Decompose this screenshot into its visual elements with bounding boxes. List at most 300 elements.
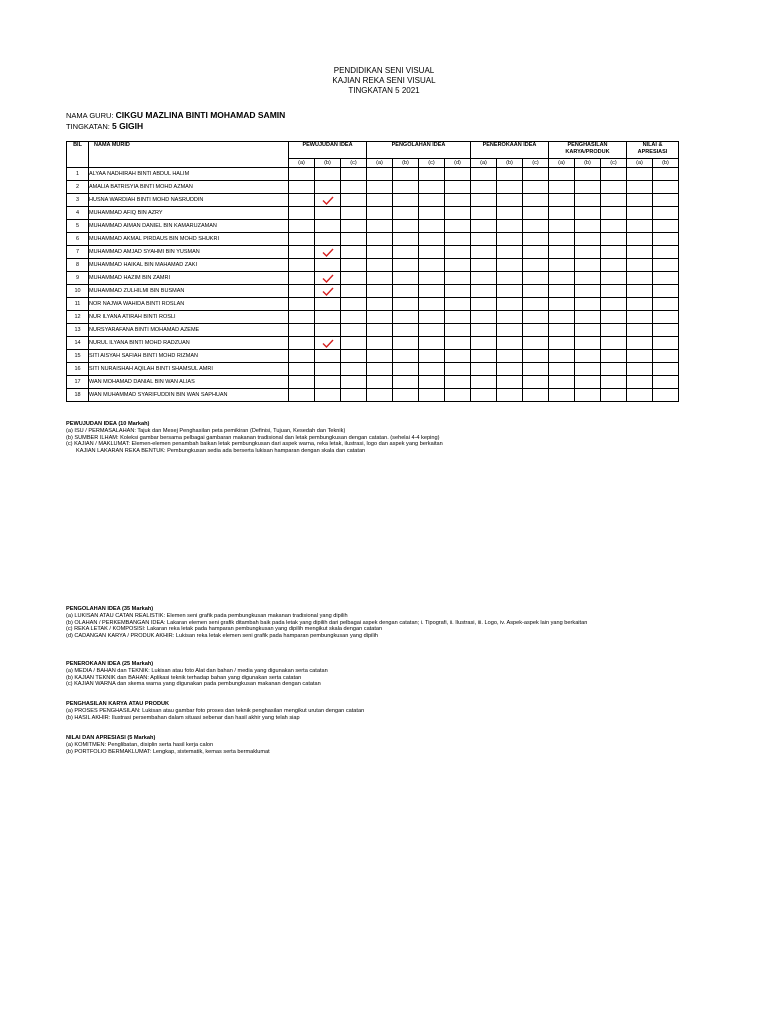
score-cell[interactable] <box>419 246 445 259</box>
score-cell[interactable] <box>419 350 445 363</box>
score-cell[interactable] <box>601 337 627 350</box>
score-cell[interactable] <box>549 376 575 389</box>
score-cell[interactable] <box>601 168 627 181</box>
score-cell[interactable] <box>289 181 315 194</box>
score-cell[interactable] <box>393 337 419 350</box>
score-cell[interactable] <box>471 181 497 194</box>
score-cell[interactable] <box>653 207 679 220</box>
score-cell[interactable] <box>497 389 523 402</box>
score-cell[interactable] <box>471 298 497 311</box>
score-cell[interactable] <box>289 324 315 337</box>
score-cell[interactable] <box>549 337 575 350</box>
score-cell[interactable] <box>601 376 627 389</box>
score-cell[interactable] <box>445 350 471 363</box>
score-cell[interactable] <box>471 363 497 376</box>
score-cell[interactable] <box>419 285 445 298</box>
score-cell[interactable] <box>497 168 523 181</box>
score-cell[interactable] <box>419 389 445 402</box>
score-cell[interactable] <box>393 389 419 402</box>
score-cell[interactable] <box>497 233 523 246</box>
score-cell[interactable] <box>601 350 627 363</box>
score-cell[interactable] <box>575 324 601 337</box>
score-cell[interactable] <box>471 337 497 350</box>
score-cell[interactable] <box>367 376 393 389</box>
score-cell[interactable] <box>393 272 419 285</box>
score-cell[interactable] <box>445 272 471 285</box>
score-cell[interactable] <box>419 181 445 194</box>
score-cell[interactable] <box>471 285 497 298</box>
score-cell[interactable] <box>315 376 341 389</box>
score-cell[interactable] <box>549 311 575 324</box>
score-cell[interactable] <box>393 298 419 311</box>
score-cell[interactable] <box>289 350 315 363</box>
score-cell[interactable] <box>393 259 419 272</box>
score-cell[interactable] <box>575 220 601 233</box>
score-cell[interactable] <box>575 272 601 285</box>
score-cell[interactable] <box>341 389 367 402</box>
score-cell[interactable] <box>315 259 341 272</box>
score-cell[interactable] <box>549 363 575 376</box>
score-cell[interactable] <box>393 311 419 324</box>
score-cell[interactable] <box>445 233 471 246</box>
student-name: WAN MOHAMAD DANIAL BIN WAN ALIAS <box>89 376 289 389</box>
score-cell[interactable] <box>471 220 497 233</box>
score-cell[interactable] <box>393 285 419 298</box>
score-cell[interactable] <box>341 168 367 181</box>
score-cell[interactable] <box>627 376 653 389</box>
score-cell[interactable] <box>653 220 679 233</box>
score-cell[interactable] <box>419 259 445 272</box>
score-cell[interactable] <box>653 181 679 194</box>
score-cell[interactable] <box>419 363 445 376</box>
score-cell[interactable] <box>575 350 601 363</box>
score-cell[interactable] <box>445 363 471 376</box>
score-cell[interactable] <box>445 389 471 402</box>
row-number: 9 <box>67 272 89 285</box>
score-cell[interactable] <box>497 246 523 259</box>
score-cell[interactable] <box>523 207 549 220</box>
score-cell[interactable] <box>315 363 341 376</box>
notes-title: PENEROKAAN IDEA (25 Markah) <box>66 661 154 667</box>
score-cell[interactable] <box>341 246 367 259</box>
score-cell[interactable] <box>549 246 575 259</box>
score-cell[interactable] <box>445 220 471 233</box>
score-cell[interactable] <box>549 233 575 246</box>
score-cell[interactable] <box>445 259 471 272</box>
score-cell[interactable] <box>653 324 679 337</box>
score-cell[interactable] <box>289 168 315 181</box>
score-cell[interactable] <box>315 298 341 311</box>
score-cell[interactable] <box>575 194 601 207</box>
score-cell[interactable] <box>523 298 549 311</box>
score-cell[interactable] <box>445 298 471 311</box>
score-cell[interactable] <box>445 285 471 298</box>
score-cell[interactable] <box>653 233 679 246</box>
score-cell[interactable] <box>289 311 315 324</box>
score-cell[interactable] <box>367 181 393 194</box>
score-cell[interactable] <box>497 285 523 298</box>
score-cell[interactable] <box>601 220 627 233</box>
score-cell[interactable] <box>575 207 601 220</box>
score-cell[interactable] <box>341 363 367 376</box>
score-cell[interactable] <box>523 337 549 350</box>
score-cell[interactable] <box>549 272 575 285</box>
score-cell[interactable] <box>549 220 575 233</box>
score-cell[interactable] <box>601 311 627 324</box>
score-cell[interactable] <box>627 233 653 246</box>
score-cell[interactable] <box>445 376 471 389</box>
score-cell[interactable] <box>523 233 549 246</box>
score-cell[interactable] <box>575 181 601 194</box>
score-cell[interactable] <box>575 285 601 298</box>
score-cell[interactable] <box>627 259 653 272</box>
score-cell[interactable] <box>653 337 679 350</box>
score-cell[interactable] <box>523 246 549 259</box>
score-cell[interactable] <box>601 363 627 376</box>
score-cell[interactable] <box>289 337 315 350</box>
score-cell[interactable] <box>653 272 679 285</box>
score-cell[interactable] <box>575 259 601 272</box>
score-cell[interactable] <box>289 298 315 311</box>
score-cell[interactable] <box>471 376 497 389</box>
score-cell[interactable] <box>315 285 341 298</box>
teacher-name: CIKGU MAZLINA BINTI MOHAMAD SAMIN <box>115 110 286 120</box>
score-cell[interactable] <box>289 207 315 220</box>
score-cell[interactable] <box>341 376 367 389</box>
score-cell[interactable] <box>367 207 393 220</box>
score-cell[interactable] <box>627 311 653 324</box>
score-cell[interactable] <box>575 389 601 402</box>
score-cell[interactable] <box>575 376 601 389</box>
score-cell[interactable] <box>471 194 497 207</box>
table-row <box>67 220 679 233</box>
score-cell[interactable] <box>497 324 523 337</box>
score-cell[interactable] <box>497 298 523 311</box>
score-cell[interactable] <box>523 376 549 389</box>
score-cell[interactable] <box>601 272 627 285</box>
score-cell[interactable] <box>497 207 523 220</box>
score-cell[interactable] <box>497 220 523 233</box>
score-cell[interactable] <box>653 363 679 376</box>
notes-item: (a) MEDIA / BAHAN dan TEKNIK: Lukisan atau foto Alat dan bahan / media yang digunakan serta catatan <box>66 667 328 674</box>
score-cell[interactable] <box>653 376 679 389</box>
score-cell[interactable] <box>393 207 419 220</box>
score-cell[interactable] <box>341 207 367 220</box>
score-cell[interactable] <box>367 220 393 233</box>
row-number: 10 <box>67 285 89 298</box>
row-number: 6 <box>67 233 89 246</box>
score-cell[interactable] <box>315 337 341 350</box>
score-cell[interactable] <box>497 259 523 272</box>
score-cell[interactable] <box>445 207 471 220</box>
score-cell[interactable] <box>315 324 341 337</box>
score-cell[interactable] <box>653 259 679 272</box>
score-cell[interactable] <box>601 246 627 259</box>
score-cell[interactable] <box>393 363 419 376</box>
score-cell[interactable] <box>341 220 367 233</box>
score-cell[interactable] <box>471 259 497 272</box>
score-cell[interactable] <box>627 363 653 376</box>
score-cell[interactable] <box>601 285 627 298</box>
score-cell[interactable] <box>653 246 679 259</box>
score-cell[interactable] <box>523 259 549 272</box>
score-cell[interactable] <box>367 285 393 298</box>
score-cell[interactable] <box>367 233 393 246</box>
score-cell[interactable] <box>653 168 679 181</box>
score-cell[interactable] <box>315 220 341 233</box>
group-nilai-line2: APRESIASI <box>637 149 668 155</box>
score-cell[interactable] <box>315 168 341 181</box>
score-cell[interactable] <box>289 389 315 402</box>
score-cell[interactable] <box>627 246 653 259</box>
score-cell[interactable] <box>627 272 653 285</box>
score-cell[interactable] <box>653 285 679 298</box>
score-cell[interactable] <box>497 337 523 350</box>
score-cell[interactable] <box>653 194 679 207</box>
score-cell[interactable] <box>627 337 653 350</box>
score-cell[interactable] <box>445 324 471 337</box>
score-cell[interactable] <box>575 337 601 350</box>
score-cell[interactable] <box>497 311 523 324</box>
score-cell[interactable] <box>549 168 575 181</box>
score-cell[interactable] <box>627 389 653 402</box>
score-cell[interactable] <box>601 389 627 402</box>
score-cell[interactable] <box>497 376 523 389</box>
notes-item: (b) OLAHAN / PERKEMBANGAN IDEA: Lakaran elemen seni grafik ditambah baik pada letak yang dipilih dari pelbagai aspek dengan catatan; i. Tipografi, ii. Ilustrasi, iii. Logo, iv. Aspek-aspek lain yang berkaitan <box>66 619 588 626</box>
score-cell[interactable] <box>393 194 419 207</box>
score-cell[interactable] <box>445 311 471 324</box>
score-cell[interactable] <box>393 220 419 233</box>
score-cell[interactable] <box>549 324 575 337</box>
notes-penerokaan <box>66 661 328 688</box>
score-cell[interactable] <box>653 389 679 402</box>
score-cell[interactable] <box>341 259 367 272</box>
score-cell[interactable] <box>471 207 497 220</box>
row-number: 18 <box>67 389 89 402</box>
score-cell[interactable] <box>471 350 497 363</box>
score-cell[interactable] <box>627 324 653 337</box>
score-cell[interactable] <box>289 363 315 376</box>
score-cell[interactable] <box>393 168 419 181</box>
score-cell[interactable] <box>445 181 471 194</box>
score-cell[interactable] <box>419 298 445 311</box>
score-cell[interactable] <box>549 350 575 363</box>
score-cell[interactable] <box>341 337 367 350</box>
score-cell[interactable] <box>315 350 341 363</box>
score-cell[interactable] <box>341 298 367 311</box>
score-cell[interactable] <box>601 181 627 194</box>
row-number: 13 <box>67 324 89 337</box>
score-cell[interactable] <box>419 207 445 220</box>
score-cell[interactable] <box>341 350 367 363</box>
score-cell[interactable] <box>367 324 393 337</box>
score-cell[interactable] <box>575 168 601 181</box>
score-cell[interactable] <box>367 272 393 285</box>
score-cell[interactable] <box>367 350 393 363</box>
score-cell[interactable] <box>367 259 393 272</box>
score-cell[interactable] <box>471 168 497 181</box>
score-cell[interactable] <box>549 207 575 220</box>
score-cell[interactable] <box>419 220 445 233</box>
score-cell[interactable] <box>523 220 549 233</box>
score-cell[interactable] <box>523 311 549 324</box>
score-cell[interactable] <box>289 246 315 259</box>
score-cell[interactable] <box>497 181 523 194</box>
score-cell[interactable] <box>341 181 367 194</box>
score-cell[interactable] <box>393 181 419 194</box>
score-cell[interactable] <box>315 246 341 259</box>
score-cell[interactable] <box>601 207 627 220</box>
score-cell[interactable] <box>627 285 653 298</box>
score-cell[interactable] <box>445 246 471 259</box>
score-cell[interactable] <box>315 272 341 285</box>
score-cell[interactable] <box>523 363 549 376</box>
group-penghasilan-line1: PENGHASILAN <box>567 142 608 148</box>
score-cell[interactable] <box>627 181 653 194</box>
score-cell[interactable] <box>289 376 315 389</box>
score-cell[interactable] <box>471 272 497 285</box>
score-cell[interactable] <box>627 207 653 220</box>
score-cell[interactable] <box>393 376 419 389</box>
score-cell[interactable] <box>601 194 627 207</box>
sub-col: (c) <box>523 159 549 168</box>
score-cell[interactable] <box>367 311 393 324</box>
score-cell[interactable] <box>575 311 601 324</box>
score-cell[interactable] <box>653 350 679 363</box>
score-cell[interactable] <box>419 168 445 181</box>
score-cell[interactable] <box>627 194 653 207</box>
group-penerokaan: PENEROKAAN IDEA <box>471 142 549 159</box>
score-cell[interactable] <box>523 272 549 285</box>
score-cell[interactable] <box>289 194 315 207</box>
score-cell[interactable] <box>549 285 575 298</box>
score-cell[interactable] <box>575 233 601 246</box>
notes-title: NILAI DAN APRESIASI (5 Markah) <box>66 735 156 741</box>
notes-item: (a) ISU / PERMASALAHAN: Tajuk dan Mesej Penghasilan peta pemikiran (Definisi, Tujuan, Kesedah dan Teknik) <box>66 427 346 434</box>
score-cell[interactable] <box>575 298 601 311</box>
notes-pengolahan <box>66 606 587 640</box>
score-cell[interactable] <box>367 194 393 207</box>
score-cell[interactable] <box>523 168 549 181</box>
score-cell[interactable] <box>549 298 575 311</box>
score-cell[interactable] <box>419 272 445 285</box>
score-cell[interactable] <box>289 220 315 233</box>
score-cell[interactable] <box>419 337 445 350</box>
score-cell[interactable] <box>627 220 653 233</box>
score-cell[interactable] <box>445 194 471 207</box>
score-cell[interactable] <box>497 272 523 285</box>
row-number: 8 <box>67 259 89 272</box>
score-cell[interactable] <box>523 389 549 402</box>
score-cell[interactable] <box>471 389 497 402</box>
score-cell[interactable] <box>549 181 575 194</box>
score-cell[interactable] <box>419 376 445 389</box>
score-cell[interactable] <box>575 246 601 259</box>
score-cell[interactable] <box>601 298 627 311</box>
score-cell[interactable] <box>393 324 419 337</box>
score-cell[interactable] <box>601 259 627 272</box>
notes-item: (c) REKA LETAK / KOMPOSISI: Lakaran reka letak pada hamparan pembungkusan yang dipilih mengikut skala dengan catatan <box>66 626 383 633</box>
score-cell[interactable] <box>367 363 393 376</box>
sub-col: (a) <box>471 159 497 168</box>
score-cell[interactable] <box>341 233 367 246</box>
score-cell[interactable] <box>341 272 367 285</box>
row-number: 2 <box>67 181 89 194</box>
score-cell[interactable] <box>471 311 497 324</box>
score-cell[interactable] <box>653 311 679 324</box>
score-cell[interactable] <box>471 233 497 246</box>
score-cell[interactable] <box>523 350 549 363</box>
score-cell[interactable] <box>289 233 315 246</box>
score-cell[interactable] <box>315 233 341 246</box>
score-cell[interactable] <box>601 233 627 246</box>
score-cell[interactable] <box>497 350 523 363</box>
score-cell[interactable] <box>341 285 367 298</box>
doc-title-2: KAJIAN REKA SENI VISUAL <box>332 76 436 85</box>
score-cell[interactable] <box>445 168 471 181</box>
score-cell[interactable] <box>393 350 419 363</box>
notes-pewujudan <box>66 421 443 455</box>
score-cell[interactable] <box>315 181 341 194</box>
score-cell[interactable] <box>497 194 523 207</box>
score-cell[interactable] <box>471 324 497 337</box>
score-cell[interactable] <box>341 324 367 337</box>
score-cell[interactable] <box>627 350 653 363</box>
score-cell[interactable] <box>601 324 627 337</box>
score-cell[interactable] <box>393 233 419 246</box>
score-cell[interactable] <box>315 311 341 324</box>
score-cell[interactable] <box>575 363 601 376</box>
score-cell[interactable] <box>653 298 679 311</box>
score-cell[interactable] <box>393 246 419 259</box>
score-cell[interactable] <box>315 207 341 220</box>
score-cell[interactable] <box>367 337 393 350</box>
score-cell[interactable] <box>497 363 523 376</box>
score-cell[interactable] <box>367 246 393 259</box>
score-cell[interactable] <box>419 194 445 207</box>
score-cell[interactable] <box>341 194 367 207</box>
score-cell[interactable] <box>341 311 367 324</box>
score-cell[interactable] <box>367 168 393 181</box>
score-cell[interactable] <box>315 389 341 402</box>
checkmark-icon <box>322 196 334 205</box>
score-cell[interactable] <box>289 285 315 298</box>
score-cell[interactable] <box>523 285 549 298</box>
score-cell[interactable] <box>627 168 653 181</box>
notes-title: PEWUJUDAN IDEA (10 Markah) <box>66 421 150 427</box>
score-cell[interactable] <box>315 194 341 207</box>
table-row <box>67 181 679 194</box>
score-cell[interactable] <box>549 194 575 207</box>
score-cell[interactable] <box>523 324 549 337</box>
score-cell[interactable] <box>419 233 445 246</box>
score-cell[interactable] <box>471 246 497 259</box>
score-cell[interactable] <box>523 181 549 194</box>
row-number: 1 <box>67 168 89 181</box>
score-cell[interactable] <box>367 389 393 402</box>
score-cell[interactable] <box>289 272 315 285</box>
score-cell[interactable] <box>419 311 445 324</box>
row-number: 15 <box>67 350 89 363</box>
score-cell[interactable] <box>419 324 445 337</box>
score-cell[interactable] <box>627 298 653 311</box>
score-cell[interactable] <box>289 259 315 272</box>
score-cell[interactable] <box>445 337 471 350</box>
score-cell[interactable] <box>367 298 393 311</box>
score-cell[interactable] <box>523 194 549 207</box>
score-cell[interactable] <box>549 389 575 402</box>
score-cell[interactable] <box>549 259 575 272</box>
